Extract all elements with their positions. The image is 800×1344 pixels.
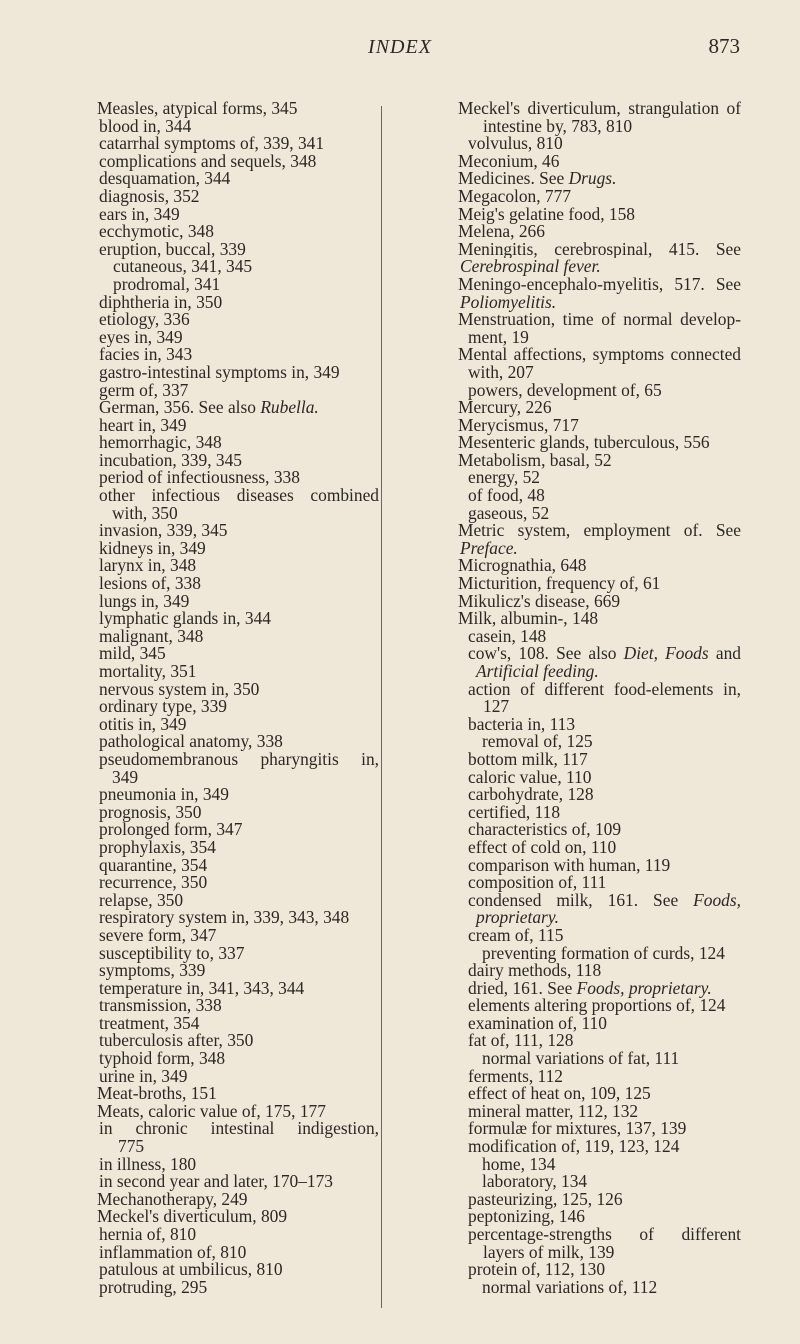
index-entry-line [97, 1276, 379, 1297]
entry-text: otitis in, 349 [99, 713, 187, 734]
italic-cross-reference: Diet, [623, 645, 658, 663]
entry-text: examination of, 110 [468, 1012, 607, 1033]
entry-text: inflammation of, 810 [99, 1241, 247, 1262]
entry-text: tuberculosis after, 350 [99, 1030, 254, 1051]
entry-text: lesions of, 338 [99, 573, 201, 594]
entry-text: urine in, 349 [99, 1065, 188, 1086]
entry-text: larynx in, 348 [99, 555, 197, 576]
entry-text: dairy methods, 118 [468, 960, 602, 981]
entry-text: Meat-broths, 151 [97, 1083, 217, 1104]
entry-text: Metabolism, basal, 52 [458, 449, 612, 470]
entry-text: Meig's gelatine food, 158 [458, 203, 636, 224]
entry-text: incubation, 339, 345 [99, 449, 242, 470]
italic-cross-reference: Drugs. [568, 168, 617, 189]
entry-text: Micturition, frequency of, 61 [458, 573, 661, 594]
entry-text: desquamation, 344 [99, 168, 231, 189]
italic-cross-reference: Foods, proprietary. [576, 977, 712, 998]
entry-text: removal of, 125 [482, 731, 593, 752]
entry-text: pasteurizing, 125, 126 [468, 1188, 623, 1209]
entry-text: Measles, atypical forms, 345 [97, 98, 298, 118]
entry-text: intestine by, 783, 810 [483, 115, 633, 136]
entry-text: bottom milk, 117 [468, 748, 588, 769]
entry-text: bacteria in, 113 [468, 713, 576, 734]
entry-text: transmission, 338 [99, 995, 222, 1016]
entry-text: elements altering proportions of, 124 [468, 995, 726, 1016]
entry-text: blood in, 344 [99, 115, 192, 136]
entry-text: energy, 52 [468, 467, 540, 488]
entry-text: ears in, 349 [99, 203, 180, 224]
entry-text: powers, development of, 65 [468, 379, 662, 400]
entry-text: malignant, 348 [99, 625, 204, 646]
entry-text: home, 134 [482, 1153, 556, 1174]
index-entry-line [458, 625, 741, 646]
entry-text: German, 356. See also [99, 397, 261, 418]
entry-text: with, 350 [112, 502, 178, 523]
entry-text: susceptibility to, 337 [99, 942, 245, 963]
entry-text: patulous at umbilicus, 810 [99, 1259, 283, 1280]
entry-text: normal variations of fat, 111 [482, 1048, 680, 1069]
entry-text: heart in, 349 [99, 414, 187, 435]
entry-text: Medicines. See [458, 168, 569, 189]
entry-text: preventing formation of curds, 124 [482, 942, 725, 963]
entry-text: certified, 118 [468, 801, 561, 822]
entry-text: normal variations of, 112 [482, 1276, 658, 1297]
entry-text: in second year and later, 170–173 [99, 1171, 334, 1192]
entry-text: pseudomembranous pharyngitis in, [99, 750, 379, 769]
column-divider [381, 106, 382, 1308]
entry-text: in illness, 180 [99, 1153, 197, 1174]
entry-text: nervous system in, 350 [99, 678, 260, 699]
entry-text: composition of, 111 [468, 872, 607, 893]
entry-text: modification of, 119, 123, 124 [468, 1136, 680, 1157]
entry-text: protruding, 295 [99, 1276, 208, 1297]
index-entry-line [97, 1100, 379, 1121]
italic-cross-reference: Cerebrospinal fever. [460, 256, 601, 277]
italic-cross-reference: Foods [665, 645, 709, 663]
entry-text: laboratory, 134 [482, 1171, 588, 1192]
italic-cross-reference: proprietary. [476, 907, 559, 928]
italic-cross-reference: Poliomyelitis. [460, 291, 557, 312]
entry-text: Micrognathia, 648 [458, 555, 587, 576]
entry-text: mineral matter, 112, 132 [468, 1100, 639, 1121]
index-column-left [97, 100, 379, 1296]
entry-text: gastro-intestinal symptoms in, 349 [99, 361, 340, 382]
entry-text: 127 [483, 696, 510, 717]
entry-text: of food, 48 [468, 485, 545, 506]
entry-text: invasion, 339, 345 [99, 520, 228, 541]
entry-text: layers of milk, 139 [483, 1241, 615, 1262]
entry-text: temperature in, 341, 343, 344 [99, 977, 305, 998]
entry-text: Menstruation, time of normal develop- [458, 311, 741, 329]
entry-text: characteristics of, 109 [468, 819, 622, 840]
index-entry-line [458, 874, 741, 892]
entry-text: etiology, 336 [99, 309, 190, 330]
entry-text: Metric system, employment of. See [458, 522, 741, 540]
entry-text: recurrence, 350 [99, 872, 208, 893]
entry-text: comparison with human, 119 [468, 854, 671, 875]
entry-text: Melena, 266 [458, 221, 545, 242]
entry-text: cow's, 108. See also [468, 645, 624, 663]
entry-text: Mikulicz's disease, 669 [458, 590, 621, 611]
index-entry-line [97, 469, 379, 487]
entry-text: symptoms, 339 [99, 960, 206, 981]
page-number: 873 [708, 34, 740, 58]
entry-text: relapse, 350 [99, 889, 184, 910]
index-entry-line [458, 502, 741, 523]
entry-text: period of infectiousness, 338 [99, 467, 300, 488]
entry-text: germ of, 337 [99, 379, 189, 400]
entry-text: pneumonia in, 349 [99, 784, 229, 805]
entry-text: eyes in, 349 [99, 326, 183, 347]
index-entry-line [97, 751, 379, 769]
index-entry-line [458, 326, 741, 347]
entry-text: volvulus, 810 [468, 133, 563, 154]
entry-text: effect of heat on, 109, 125 [468, 1083, 651, 1104]
entry-text: diphtheria in, 350 [99, 291, 223, 312]
entry-text: in chronic intestinal indigestion, [99, 1120, 379, 1139]
entry-text: with, 207 [468, 361, 534, 382]
entry-text: Meats, caloric value of, 175, 177 [97, 1100, 326, 1121]
entry-text: Mental affections, symptoms connected [458, 346, 741, 364]
index-entry-line [458, 1276, 741, 1297]
entry-text: facies in, 343 [99, 344, 193, 365]
entry-text: Milk, albumin-, 148 [458, 608, 599, 629]
entry-text: prolonged form, 347 [99, 819, 243, 840]
entry-text: Meningo-encephalo-myelitis, 517. See [458, 275, 741, 294]
entry-text: protein of, 112, 130 [468, 1259, 606, 1280]
entry-text: peptonizing, 146 [468, 1206, 585, 1227]
entry-text: action of different food-elements in, [468, 680, 741, 699]
entry-text: 775 [118, 1136, 145, 1157]
entry-text: Meconium, 46 [458, 150, 560, 171]
index-entry-line [458, 291, 741, 312]
entry-text: Megacolon, 777 [458, 185, 572, 206]
entry-text: cutaneous, 341, 345 [113, 256, 253, 277]
italic-cross-reference: Preface. [460, 537, 518, 558]
entry-text: lymphatic glands in, 344 [99, 608, 271, 629]
entry-text: severe form, 347 [99, 924, 217, 945]
entry-text: formulæ for mixtures, 137, 139 [468, 1118, 687, 1139]
index-entry-line [458, 1208, 741, 1226]
entry-text: condensed milk, 161. See [468, 891, 694, 910]
entry-text: Mercury, 226 [458, 397, 552, 418]
entry-text: ferments, 112 [468, 1065, 563, 1086]
entry-text: and [715, 645, 741, 663]
entry-text: casein, 148 [468, 625, 547, 646]
entry-text: prophylaxis, 354 [99, 836, 216, 857]
index-entry-line [97, 733, 379, 751]
entry-text: pathological anatomy, 338 [99, 731, 283, 752]
entry-text: ment, 19 [468, 326, 529, 347]
entry-text: prognosis, 350 [99, 801, 202, 822]
entry-text: hemorrhagic, 348 [99, 432, 222, 453]
running-header-title: INDEX [368, 36, 432, 58]
entry-text: gaseous, 52 [468, 502, 550, 523]
entry-text: 349 [112, 766, 139, 787]
index-entry-line [458, 663, 741, 681]
entry-text: fat of, 111, 128 [468, 1030, 574, 1051]
entry-text: quarantine, 354 [99, 854, 208, 875]
entry-text: Merycismus, 717 [458, 414, 579, 435]
entry-text: dried, 161. See [468, 977, 577, 998]
entry-text: ecchymotic, 348 [99, 221, 214, 242]
entry-text: prodromal, 341 [113, 273, 221, 294]
entry-text: complications and sequels, 348 [99, 150, 317, 171]
entry-text: cream of, 115 [468, 924, 564, 945]
entry-text: catarrhal symptoms of, 339, 341 [99, 133, 325, 154]
entry-text: Mesenteric glands, tuberculous, 556 [458, 432, 710, 453]
entry-text: effect of cold on, 110 [468, 836, 617, 857]
entry-text: kidneys in, 349 [99, 537, 206, 558]
entry-text: respiratory system in, 339, 343, 348 [99, 907, 350, 928]
entry-text: mortality, 351 [99, 661, 197, 681]
entry-text: diagnosis, 352 [99, 185, 200, 206]
entry-text: Meningitis, cerebrospinal, 415. See [458, 240, 741, 259]
entry-text: mild, 345 [99, 643, 166, 664]
entry-text: Meckel's diverticulum, 809 [97, 1206, 288, 1227]
entry-text: eruption, buccal, 339 [99, 238, 246, 259]
entry-text: treatment, 354 [99, 1012, 200, 1033]
entry-text: Meckel's diverticulum, strangulation of [458, 100, 741, 118]
italic-cross-reference: Artificial feeding. [476, 661, 599, 681]
index-column-right [458, 100, 741, 1296]
entry-text: lungs in, 349 [99, 590, 190, 611]
entry-text: Mechanotherapy, 249 [97, 1188, 248, 1209]
entry-text: ordinary type, 339 [99, 696, 227, 717]
entry-text: carbohydrate, 128 [468, 784, 594, 805]
entry-text: typhoid form, 348 [99, 1048, 226, 1069]
entry-text: other infectious diseases combined [99, 487, 379, 505]
index-entry-line [458, 223, 741, 241]
entry-text: percentage-strengths of different [468, 1226, 741, 1244]
italic-cross-reference: Foods, [693, 891, 741, 910]
index-entry-line [458, 258, 741, 276]
italic-cross-reference: Rubella. [260, 397, 319, 418]
entry-text: caloric value, 110 [468, 766, 592, 787]
entry-text: hernia of, 810 [99, 1224, 197, 1244]
